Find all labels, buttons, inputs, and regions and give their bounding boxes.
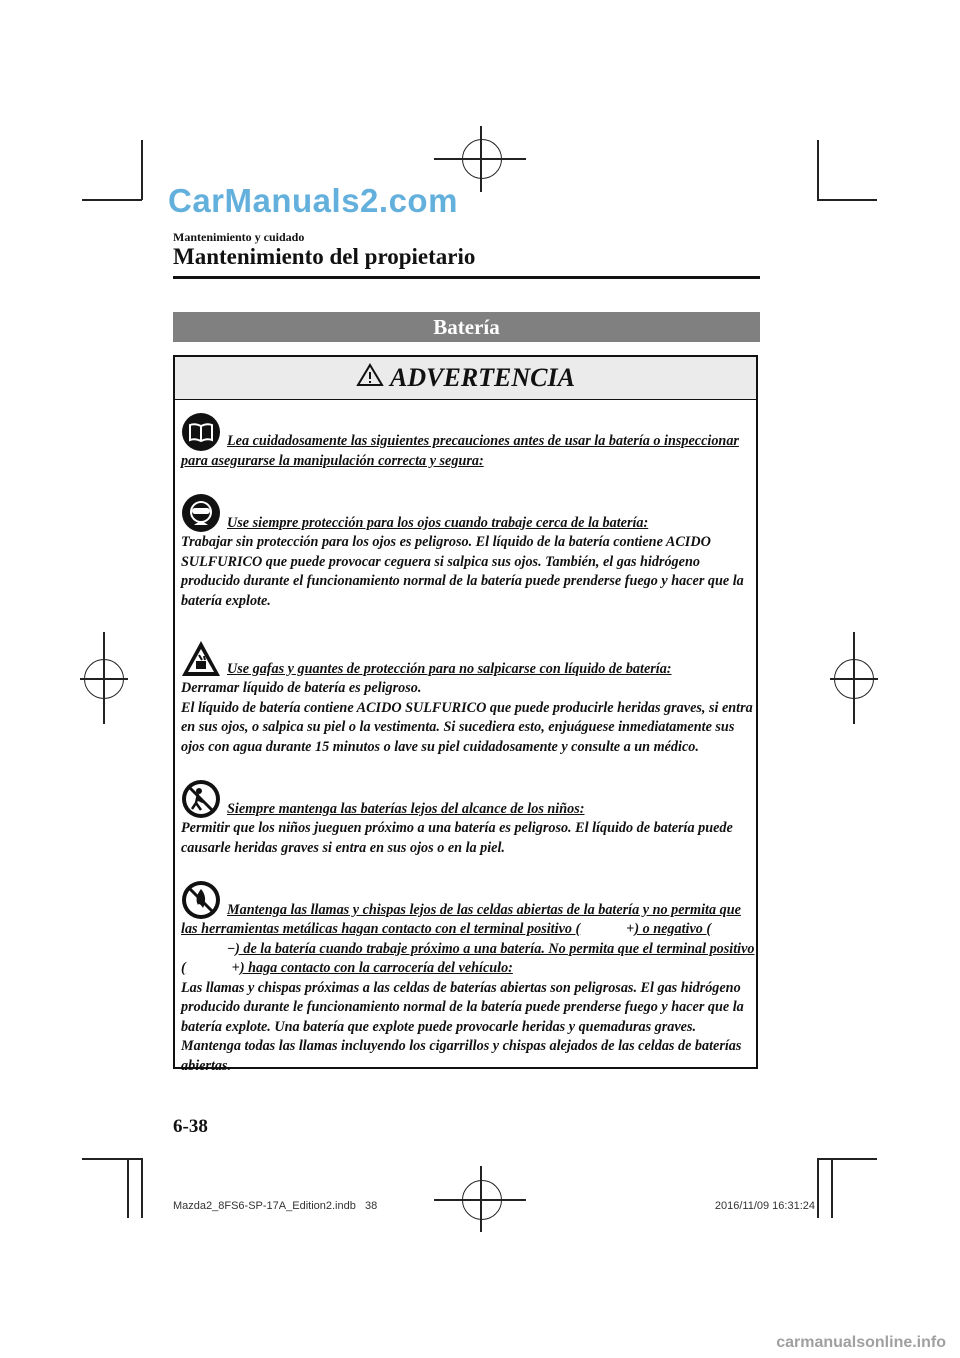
plus-icon: + <box>626 921 635 937</box>
crop-mark <box>141 140 143 200</box>
warning-item-title: Use siempre protección para los ojos cuando trabaje cerca de la batería: <box>227 514 649 531</box>
title-rule <box>173 276 760 279</box>
warning-intro-full: Lea cuidadosamente las siguientes precauciones antes de usar la batería o inspeccionar para asegurarse la manipulación correcta y segura: <box>181 433 739 469</box>
no-flames-icon <box>181 880 221 920</box>
warning-item-title: Mantenga las llamas y chispas lejos de las celdas abiertas de la batería y no permita que las herramientas metálicas hagan contacto con el terminal positivo ( +) o negativo (−) de la batería cuando trabaje próximo a una batería. No permita que el terminal positivo ( +) haga contacto con la carrocería del vehículo: <box>181 901 756 979</box>
warning-intro <box>181 412 756 471</box>
warning-item <box>181 493 756 611</box>
warning-box <box>173 355 758 1074</box>
crop-mark <box>817 1158 819 1218</box>
warning-item-body: Las llamas y chispas próximas a las celdas de baterías abiertas son peligrosas. El gas hidrógeno producido durante le funcionamiento normal de la batería puede prenderse fuego y hacer que la batería explote. Una batería que explote puede provocarle heridas y quemaduras graves. Mantenga todas las llamas incluyendo los cigarrillos y chispas alejados de las celdas de baterías abiertas. <box>181 979 744 1074</box>
warning-item <box>181 779 756 858</box>
registration-mark-line <box>103 632 105 724</box>
minus-icon: − <box>227 940 236 957</box>
warning-item <box>181 639 756 757</box>
chapter-label: Mantenimiento y cuidado <box>173 230 305 244</box>
section-heading: Batería <box>173 312 760 342</box>
footer-datetime: 2016/11/09 16:31:24 <box>714 1200 815 1212</box>
crop-mark <box>831 1158 833 1218</box>
page-number: 6-38 <box>173 1116 208 1137</box>
registration-mark-line <box>480 1166 482 1232</box>
warning-item <box>181 880 756 1076</box>
keep-children-away-icon <box>181 779 221 819</box>
warning-item-body: Derramar líquido de batería es peligroso. El líquido de batería contiene ACIDO SULFURICO que puede producirle heridas graves, si entra en sus ojos, o salpica su piel o la vestimenta. Si sucediera esto, enjuáguese inmediatamente sus ojos con agua durante 15 minutos o lave su piel cuidadosamente y consulte a un médico. <box>181 680 753 755</box>
warning-item-title: Use gafas y guantes de protección para no salpicarse con líquido de batería: <box>227 660 672 677</box>
eye-protection-icon <box>181 493 221 533</box>
crop-mark <box>141 1158 143 1218</box>
registration-mark-line <box>480 126 482 192</box>
warning-item-body: Trabajar sin protección para los ojos es peligroso. El líquido de la batería contiene ACIDO SULFURICO que puede provocar ceguera si salpica sus ojos. También, el gas hidrógeno producido durante el funcionamiento normal de la batería puede prenderse fuego y hacer que la batería explote. <box>181 534 744 609</box>
crop-mark <box>817 140 819 200</box>
acid-splash-icon <box>181 639 221 679</box>
warning-triangle-icon <box>356 363 384 394</box>
warning-body <box>175 400 756 1076</box>
read-manual-icon <box>181 412 221 452</box>
crop-mark <box>82 199 142 201</box>
registration-mark-line <box>853 632 855 724</box>
crop-mark <box>817 199 877 201</box>
watermark: CarManuals2.com <box>168 182 458 219</box>
footer-file: Mazda2_8FS6-SP-17A_Edition2.indb 38 <box>173 1200 378 1212</box>
plus-icon: + <box>231 960 240 976</box>
watermark-bottom: carmanualsonline.info <box>776 1334 946 1351</box>
crop-mark <box>82 1158 142 1160</box>
crop-mark <box>817 1158 877 1160</box>
crop-mark <box>127 1158 129 1218</box>
warning-header <box>175 357 756 400</box>
warning-item-body: Permitir que los niños jueguen próximo a una batería es peligroso. El líquido de batería puede causarle heridas graves si entra en sus ojos o en la piel. <box>181 820 733 856</box>
warning-item-title: Siempre mantenga las baterías lejos del alcance de los niños: <box>227 800 585 817</box>
warning-heading: ADVERTENCIA <box>390 363 575 392</box>
page-title: Mantenimiento del propietario <box>173 244 476 269</box>
